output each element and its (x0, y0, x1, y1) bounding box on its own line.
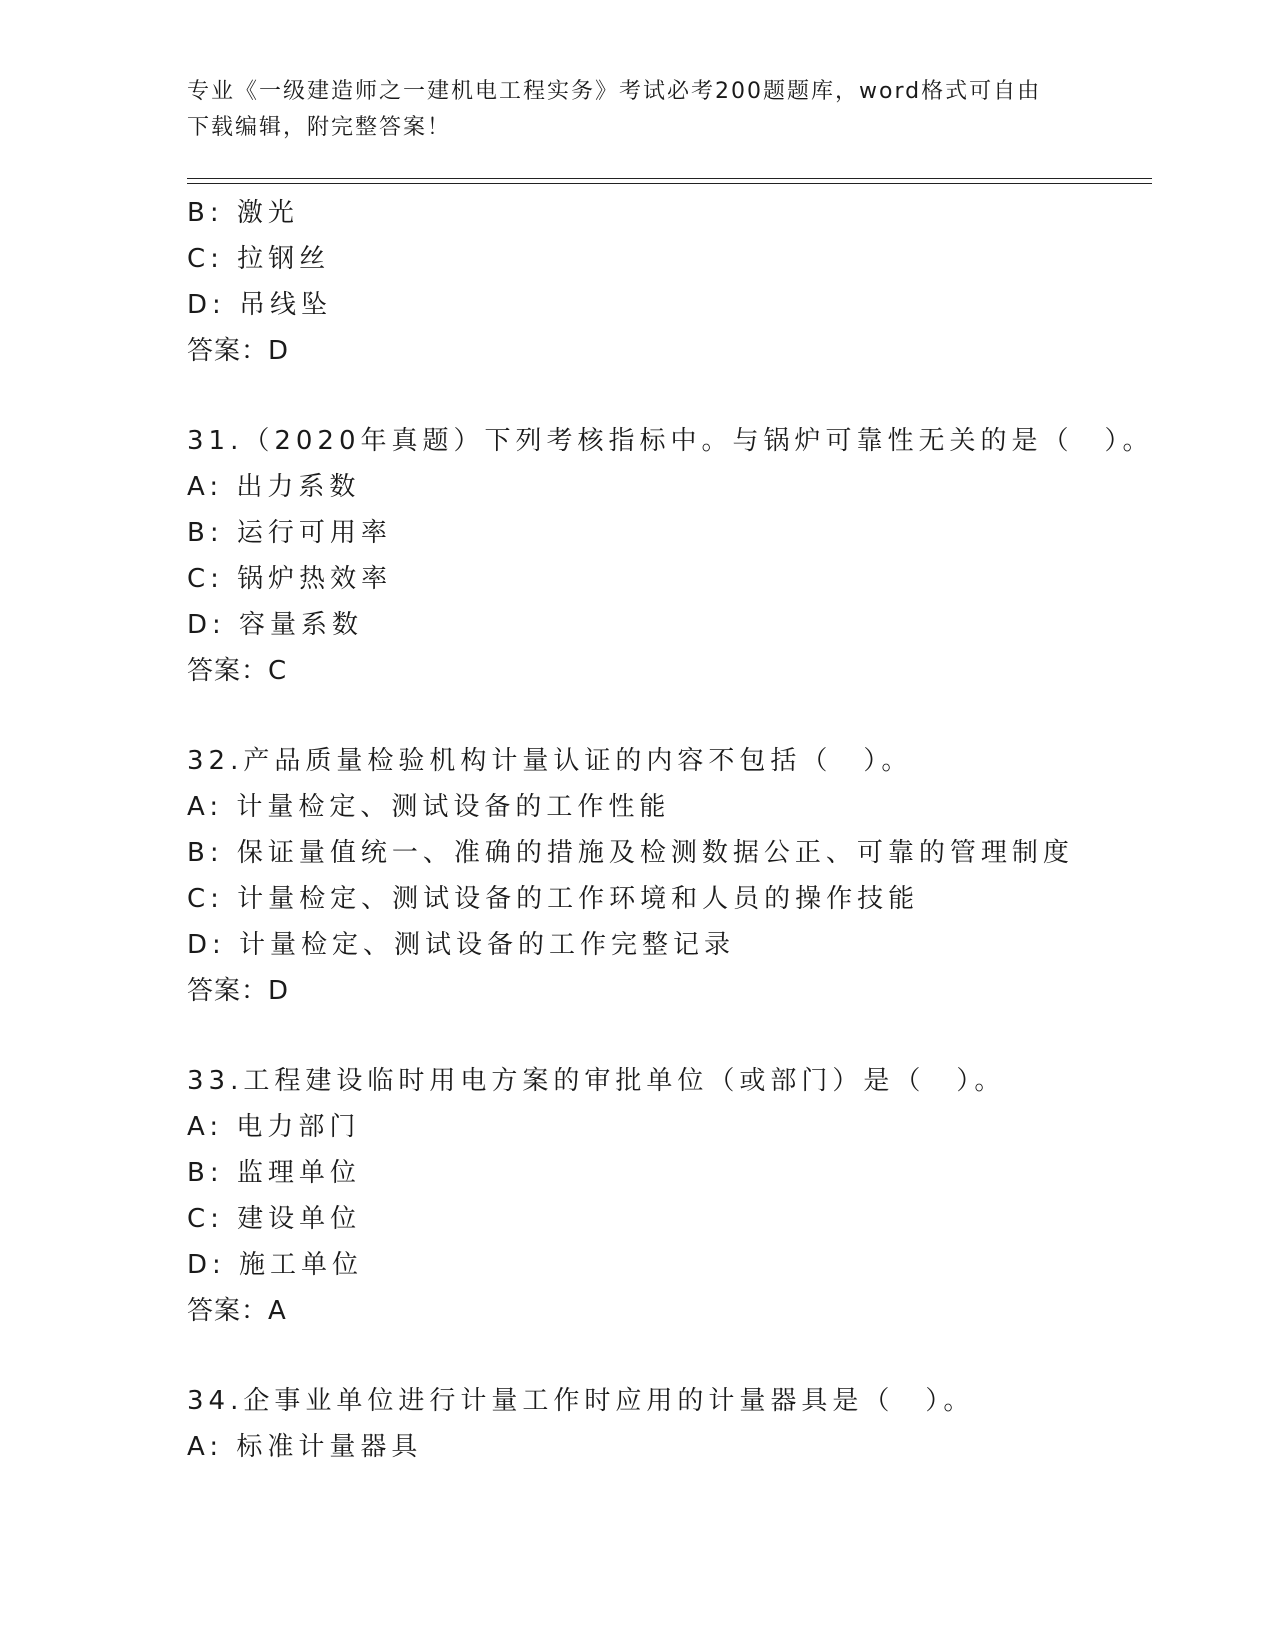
option-d: D: 吊线坠 (187, 290, 333, 320)
answer-line: 答案：C (187, 656, 288, 686)
question-text: 34.企事业单位进行计量工作时应用的计量器具是（ ）。 (187, 1386, 975, 1416)
question-block-30-partial (187, 190, 1147, 374)
option-c: C: 建设单位 (187, 1204, 362, 1234)
header-divider-bottom (187, 183, 1152, 184)
option-d: D: 计量检定、测试设备的工作完整记录 (187, 930, 736, 960)
answer-line: 答案：D (187, 336, 290, 366)
answer-line: 答案：D (187, 976, 290, 1006)
question-block-31 (187, 418, 1154, 694)
question-block-32 (187, 738, 1147, 1014)
option-d: D: 施工单位 (187, 1250, 364, 1280)
option-a: A: 电力部门 (187, 1112, 361, 1142)
header-line-2: 下载编辑，附完整答案！ (187, 115, 452, 140)
option-b: B: 保证量值统一、准确的措施及检测数据公正、可靠的管理制度 (187, 838, 1074, 868)
option-b: B: 监理单位 (187, 1158, 361, 1188)
option-c: C: 拉钢丝 (187, 244, 331, 274)
question-text: 33.工程建设临时用电方案的审批单位（或部门）是（ ）。 (187, 1066, 1006, 1096)
option-a: A: 计量检定、测试设备的工作性能 (187, 792, 671, 822)
option-b: B: 激光 (187, 198, 299, 228)
option-a: A: 出力系数 (187, 472, 361, 502)
option-c: C: 锅炉热效率 (187, 564, 393, 594)
option-a: A: 标准计量器具 (187, 1432, 423, 1462)
question-block-33 (187, 1058, 1147, 1334)
header-divider-top (187, 178, 1152, 179)
document-header (187, 74, 1067, 146)
option-d: D: 容量系数 (187, 610, 364, 640)
option-b: B: 运行可用率 (187, 518, 392, 548)
header-line-1: 专业《一级建造师之一建机电工程实务》考试必考200题题库，word格式可自由 (187, 79, 1042, 104)
question-block-34 (187, 1378, 1147, 1470)
option-c: C: 计量检定、测试设备的工作环境和人员的操作技能 (187, 884, 920, 914)
answer-line: 答案：A (187, 1296, 287, 1326)
question-text: 32.产品质量检验机构计量认证的内容不包括（ ）。 (187, 746, 913, 776)
question-text: 31.（2020年真题）下列考核指标中。与锅炉可靠性无关的是（ ）。 (187, 426, 1154, 456)
question-list (187, 190, 1154, 1470)
